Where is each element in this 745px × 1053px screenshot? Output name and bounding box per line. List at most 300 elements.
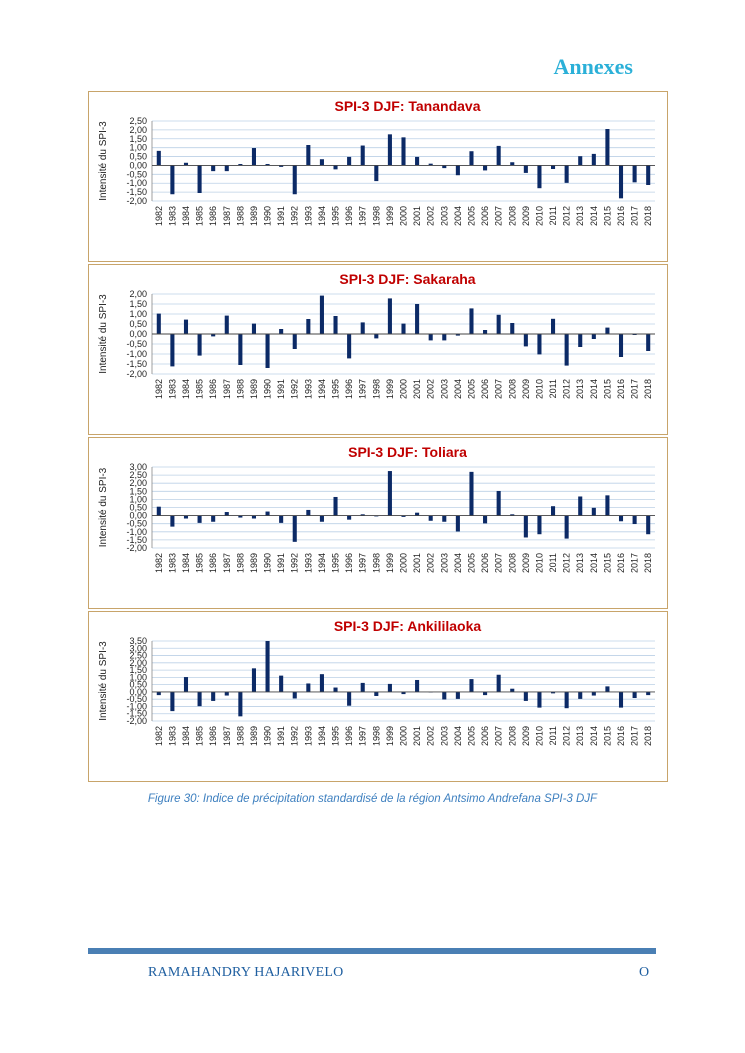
y-tick-label: 0,00	[129, 686, 147, 697]
bar-2004	[456, 516, 460, 532]
bar-1987	[225, 512, 229, 516]
x-tick-label: 2016	[616, 379, 627, 400]
bar-2018	[646, 516, 650, 535]
x-tick-label: 1993	[303, 379, 314, 400]
x-tick-label: 2007	[493, 379, 504, 400]
bar-1986	[211, 692, 215, 701]
x-tick-label: 1994	[316, 206, 327, 227]
y-tick-label: -2,00	[126, 543, 147, 553]
bar-1994	[320, 159, 324, 165]
x-tick-label: 1987	[221, 553, 232, 574]
bar-2016	[619, 516, 623, 522]
bar-2012	[565, 692, 569, 708]
bar-2003	[442, 692, 446, 700]
bar-1999	[388, 471, 392, 516]
x-tick-label: 1994	[316, 553, 327, 574]
y-tick-label: 0,50	[129, 679, 147, 690]
x-tick-label: 1999	[384, 726, 395, 747]
y-tick-label: 2,00	[129, 124, 147, 135]
y-tick-label: -2,00	[126, 369, 147, 379]
x-tick-label: 1986	[208, 206, 219, 227]
x-tick-label: 2007	[493, 553, 504, 574]
bar-2015	[605, 129, 609, 165]
x-tick-label: 1995	[330, 206, 341, 227]
y-tick-label: -2,00	[126, 716, 147, 726]
x-tick-label: 1985	[194, 553, 205, 574]
x-tick-label: 2013	[575, 553, 586, 574]
x-tick-label: 2009	[520, 379, 531, 400]
x-tick-label: 1996	[344, 553, 355, 574]
x-tick-label: 1989	[248, 379, 259, 400]
x-tick-label: 1987	[221, 206, 232, 227]
bar-1983	[170, 516, 174, 527]
bar-2015	[605, 686, 609, 692]
x-tick-label: 1993	[303, 553, 314, 574]
bar-2013	[578, 156, 582, 165]
bar-1996	[347, 692, 351, 706]
y-axis-label: Intensité du SPI-3	[98, 641, 109, 721]
y-tick-label: -0,50	[126, 694, 147, 705]
y-tick-label: 0,50	[129, 151, 147, 162]
bar-1990	[266, 641, 270, 692]
x-tick-label: 2005	[466, 553, 477, 574]
x-tick-label: 1998	[371, 553, 382, 574]
x-tick-label: 1988	[235, 726, 246, 747]
x-tick-label: 2015	[602, 206, 613, 227]
y-tick-label: 1,00	[129, 142, 147, 153]
bar-2006	[483, 330, 487, 334]
y-tick-label: 1,50	[129, 299, 147, 309]
y-tick-label: 1,50	[129, 486, 147, 497]
bar-1985	[198, 692, 202, 706]
bar-1993	[306, 145, 310, 165]
bar-1997	[361, 683, 365, 692]
x-tick-label: 2013	[575, 379, 586, 400]
x-tick-label: 2003	[439, 553, 450, 574]
x-tick-label: 2015	[602, 379, 613, 400]
x-tick-label: 1997	[357, 553, 368, 574]
x-tick-label: 2007	[493, 726, 504, 747]
x-tick-label: 1994	[316, 379, 327, 400]
x-tick-label: 1983	[167, 379, 178, 400]
x-tick-label: 1997	[357, 206, 368, 227]
bar-2009	[524, 165, 528, 172]
bar-1994	[320, 296, 324, 334]
x-tick-label: 1987	[221, 379, 232, 400]
x-tick-label: 1983	[167, 553, 178, 574]
y-tick-label: 3,50	[129, 636, 147, 646]
bar-1998	[374, 165, 378, 181]
bar-1982	[157, 151, 161, 166]
bar-2006	[483, 516, 487, 524]
bar-2005	[469, 679, 473, 692]
x-tick-label: 1997	[357, 379, 368, 400]
x-tick-label: 1986	[208, 726, 219, 747]
x-tick-label: 2015	[602, 553, 613, 574]
x-tick-label: 2012	[561, 726, 572, 747]
x-tick-label: 1982	[153, 206, 164, 227]
x-tick-label: 1999	[384, 379, 395, 400]
bar-2008	[510, 323, 514, 334]
x-tick-label: 1996	[344, 206, 355, 227]
x-tick-label: 1988	[235, 206, 246, 227]
x-tick-label: 2010	[534, 553, 545, 574]
x-tick-label: 2002	[425, 206, 436, 227]
y-tick-label: 2,00	[129, 289, 147, 299]
bar-2010	[537, 334, 541, 354]
bar-2016	[619, 692, 623, 708]
bar-1993	[306, 319, 310, 334]
chart-svg-ankililaoka	[89, 612, 667, 781]
bar-1997	[361, 146, 365, 166]
bar-1989	[252, 668, 256, 692]
x-tick-label: 2017	[629, 206, 640, 227]
chart-panel-tanandava	[88, 91, 668, 262]
x-tick-label: 2015	[602, 726, 613, 747]
bar-2002	[429, 334, 433, 340]
bar-2017	[633, 165, 637, 182]
y-tick-label: -0,50	[126, 169, 147, 180]
x-tick-label: 2004	[452, 379, 463, 400]
bar-2003	[442, 516, 446, 522]
bar-2004	[456, 165, 460, 175]
y-tick-label: 2,00	[129, 657, 147, 668]
y-tick-label: 0,50	[129, 319, 147, 329]
bar-2005	[469, 151, 473, 165]
x-tick-label: 2011	[548, 206, 559, 226]
bar-2014	[592, 334, 596, 339]
x-tick-label: 1997	[357, 726, 368, 747]
bar-2015	[605, 328, 609, 334]
x-tick-label: 1993	[303, 726, 314, 747]
bar-1988	[238, 334, 242, 365]
figure-caption: Figure 30: Indice de précipitation standardisé de la région Antsimo Andrefana SPI-3 DJF	[147, 793, 598, 805]
bar-1995	[333, 316, 337, 334]
x-tick-label: 1983	[167, 726, 178, 747]
x-tick-label: 1992	[289, 726, 300, 747]
y-axis-label: Intensité du SPI-3	[98, 294, 109, 374]
x-tick-label: 1985	[194, 726, 205, 747]
bar-2007	[497, 146, 501, 166]
bar-2010	[537, 516, 541, 535]
x-tick-label: 2016	[616, 726, 627, 747]
y-tick-label: 1,50	[129, 133, 147, 144]
bar-2002	[429, 516, 433, 521]
x-tick-label: 2003	[439, 726, 450, 747]
x-tick-label: 2004	[452, 726, 463, 747]
bar-1996	[347, 157, 351, 166]
x-tick-label: 1995	[330, 553, 341, 574]
bar-2018	[646, 692, 650, 695]
x-tick-label: 1995	[330, 379, 341, 400]
bar-1986	[211, 516, 215, 522]
x-tick-label: 2014	[588, 553, 599, 574]
x-tick-label: 2014	[588, 379, 599, 400]
x-tick-label: 2006	[480, 726, 491, 747]
bar-2014	[592, 508, 596, 516]
bar-1992	[293, 165, 297, 194]
bar-2017	[633, 516, 637, 524]
x-tick-label: 2012	[561, 379, 572, 400]
x-tick-label: 1989	[248, 726, 259, 747]
y-tick-label: -1,50	[126, 359, 147, 369]
chart-panel-sakaraha	[88, 264, 668, 435]
x-tick-label: 2014	[588, 206, 599, 227]
bar-2009	[524, 516, 528, 538]
chart-title: SPI-3 DJF: Ankililaoka	[333, 618, 482, 634]
x-tick-label: 2000	[398, 379, 409, 400]
x-tick-label: 2008	[507, 206, 518, 227]
x-tick-label: 1989	[248, 553, 259, 574]
bar-2004	[456, 692, 460, 699]
y-axis-label: Intensité du SPI-3	[98, 121, 109, 201]
bar-1982	[157, 314, 161, 334]
y-tick-label: 1,00	[129, 309, 147, 319]
bar-1990	[266, 512, 270, 516]
bar-1993	[306, 510, 310, 516]
x-tick-label: 2000	[398, 553, 409, 574]
bar-1988	[238, 692, 242, 716]
bar-1982	[157, 507, 161, 516]
x-tick-label: 2009	[520, 726, 531, 747]
y-tick-label: -1,00	[126, 178, 147, 189]
bar-2016	[619, 334, 623, 357]
bar-2006	[483, 692, 487, 695]
x-tick-label: 1988	[235, 553, 246, 574]
bar-1994	[320, 674, 324, 692]
x-tick-label: 2013	[575, 726, 586, 747]
x-tick-label: 2010	[534, 726, 545, 747]
bar-1982	[157, 692, 161, 695]
footer-divider	[88, 948, 656, 954]
y-tick-label: 2,50	[129, 470, 147, 481]
y-tick-label: -1,50	[126, 708, 147, 719]
bar-2007	[497, 675, 501, 692]
bar-1987	[225, 692, 229, 696]
x-tick-label: 2018	[643, 553, 654, 574]
bar-1999	[388, 298, 392, 334]
x-tick-label: 2013	[575, 206, 586, 227]
x-tick-label: 1982	[153, 379, 164, 400]
x-tick-label: 1984	[180, 553, 191, 574]
x-tick-label: 1985	[194, 206, 205, 227]
bar-1992	[293, 334, 297, 349]
bar-1987	[225, 316, 229, 334]
x-tick-label: 1984	[180, 726, 191, 747]
bar-1996	[347, 334, 351, 358]
bar-1989	[252, 324, 256, 334]
bar-2005	[469, 472, 473, 516]
x-tick-label: 2008	[507, 726, 518, 747]
y-tick-label: -0,50	[126, 518, 147, 529]
x-tick-label: 1991	[276, 726, 287, 747]
x-tick-label: 1991	[276, 206, 287, 227]
x-tick-label: 1992	[289, 206, 300, 227]
chart-panel-ankililaoka	[88, 611, 668, 782]
bar-2017	[633, 692, 637, 698]
x-tick-label: 2018	[643, 206, 654, 227]
x-tick-label: 2009	[520, 553, 531, 574]
chart-svg-sakaraha	[89, 265, 667, 434]
chart-svg-toliara	[89, 438, 667, 608]
y-tick-label: -1,00	[126, 526, 147, 537]
x-tick-label: 1990	[262, 553, 273, 574]
x-tick-label: 1998	[371, 206, 382, 227]
bar-2000	[401, 137, 405, 165]
y-tick-label: 3,00	[129, 643, 147, 654]
x-tick-label: 1992	[289, 553, 300, 574]
x-tick-label: 2010	[534, 206, 545, 227]
y-tick-label: 3,00	[129, 462, 147, 472]
x-tick-label: 2001	[412, 206, 423, 227]
x-tick-label: 1999	[384, 553, 395, 574]
y-tick-label: -1,50	[126, 187, 147, 198]
x-tick-label: 2003	[439, 379, 450, 400]
bar-1984	[184, 677, 188, 692]
x-tick-label: 2016	[616, 553, 627, 574]
y-tick-label: 1,00	[129, 672, 147, 683]
bar-2013	[578, 334, 582, 347]
x-tick-label: 2001	[412, 379, 423, 400]
bar-1983	[170, 165, 174, 194]
x-tick-label: 2006	[480, 379, 491, 400]
bar-2000	[401, 324, 405, 334]
x-tick-label: 1996	[344, 379, 355, 400]
x-tick-label: 1990	[262, 379, 273, 400]
footer-author: RAMAHANDRY HAJARIVELO	[148, 965, 344, 980]
x-tick-label: 2005	[466, 726, 477, 747]
x-tick-label: 2012	[561, 206, 572, 227]
bar-2012	[565, 516, 569, 539]
bar-2015	[605, 495, 609, 515]
y-axis-label: Intensité du SPI-3	[98, 467, 109, 548]
bar-2001	[415, 304, 419, 334]
x-tick-label: 1998	[371, 379, 382, 400]
x-tick-label: 2005	[466, 206, 477, 227]
bar-2011	[551, 506, 555, 515]
bar-1999	[388, 134, 392, 165]
x-tick-label: 2009	[520, 206, 531, 227]
x-tick-label: 2011	[548, 726, 559, 746]
bar-1995	[333, 497, 337, 516]
x-tick-label: 2003	[439, 206, 450, 227]
x-tick-label: 2006	[480, 553, 491, 574]
x-tick-label: 1985	[194, 379, 205, 400]
x-tick-label: 2018	[643, 379, 654, 400]
x-tick-label: 1986	[208, 553, 219, 574]
bar-2016	[619, 165, 623, 198]
bar-1985	[198, 516, 202, 523]
x-tick-label: 2012	[561, 553, 572, 574]
x-tick-label: 2008	[507, 553, 518, 574]
x-tick-label: 1989	[248, 206, 259, 227]
bar-2007	[497, 491, 501, 516]
x-tick-label: 1991	[276, 379, 287, 400]
bar-2011	[551, 319, 555, 334]
bar-1986	[211, 165, 215, 171]
y-tick-label: 0,00	[129, 329, 147, 339]
footer-page-number: O	[639, 965, 650, 980]
x-tick-label: 1990	[262, 206, 273, 227]
x-tick-label: 2011	[548, 553, 559, 573]
bar-1991	[279, 329, 283, 334]
x-tick-label: 1982	[153, 553, 164, 574]
bar-2007	[497, 315, 501, 334]
x-tick-label: 2006	[480, 206, 491, 227]
chart-title: SPI-3 DJF: Tanandava	[334, 98, 481, 114]
x-tick-label: 1994	[316, 726, 327, 747]
y-tick-label: 0,00	[129, 510, 147, 521]
x-tick-label: 2004	[452, 206, 463, 227]
bar-2009	[524, 692, 528, 701]
x-tick-label: 2007	[493, 206, 504, 227]
x-tick-label: 1983	[167, 206, 178, 227]
bar-1994	[320, 516, 324, 522]
y-tick-label: 0,00	[129, 160, 147, 171]
x-tick-label: 2001	[412, 553, 423, 574]
y-tick-label: -0,50	[126, 339, 147, 349]
x-tick-label: 2005	[466, 379, 477, 400]
x-tick-label: 1990	[262, 726, 273, 747]
bar-2009	[524, 334, 528, 346]
bar-1983	[170, 692, 174, 711]
x-tick-label: 1995	[330, 726, 341, 747]
x-tick-label: 2010	[534, 379, 545, 400]
page-header-title: Annexes	[553, 54, 633, 79]
bar-1995	[333, 688, 337, 692]
bar-2006	[483, 165, 487, 170]
x-tick-label: 1991	[276, 553, 287, 574]
bar-2018	[646, 334, 650, 351]
bar-1991	[279, 516, 283, 523]
y-tick-label: 2,50	[129, 650, 147, 661]
bar-1997	[361, 322, 365, 334]
x-tick-label: 1996	[344, 726, 355, 747]
x-tick-label: 2017	[629, 553, 640, 574]
bar-2018	[646, 165, 650, 185]
bar-1985	[198, 334, 202, 356]
x-tick-label: 2000	[398, 206, 409, 227]
bar-1995	[333, 165, 337, 169]
bar-2001	[415, 157, 419, 166]
bar-1983	[170, 334, 174, 366]
x-tick-label: 2004	[452, 553, 463, 574]
bar-1987	[225, 165, 229, 171]
x-tick-label: 2002	[425, 553, 436, 574]
x-tick-label: 2002	[425, 379, 436, 400]
y-tick-label: 2,00	[129, 478, 147, 489]
y-tick-label: 0,50	[129, 502, 147, 513]
y-tick-label: -2,00	[126, 196, 147, 206]
x-tick-label: 2017	[629, 726, 640, 747]
bar-2011	[551, 165, 555, 169]
x-tick-label: 2002	[425, 726, 436, 747]
chart-title: SPI-3 DJF: Toliara	[348, 444, 467, 460]
y-tick-label: -1,00	[126, 701, 147, 712]
bar-1984	[184, 320, 188, 334]
bar-2014	[592, 154, 596, 166]
x-tick-label: 1984	[180, 206, 191, 227]
x-tick-label: 2001	[412, 726, 423, 747]
bar-2012	[565, 165, 569, 182]
bar-1992	[293, 692, 297, 699]
bar-2013	[578, 692, 582, 699]
bar-1992	[293, 516, 297, 542]
bar-2014	[592, 692, 596, 696]
x-tick-label: 1986	[208, 379, 219, 400]
y-tick-label: 1,50	[129, 665, 147, 676]
bar-1993	[306, 683, 310, 691]
